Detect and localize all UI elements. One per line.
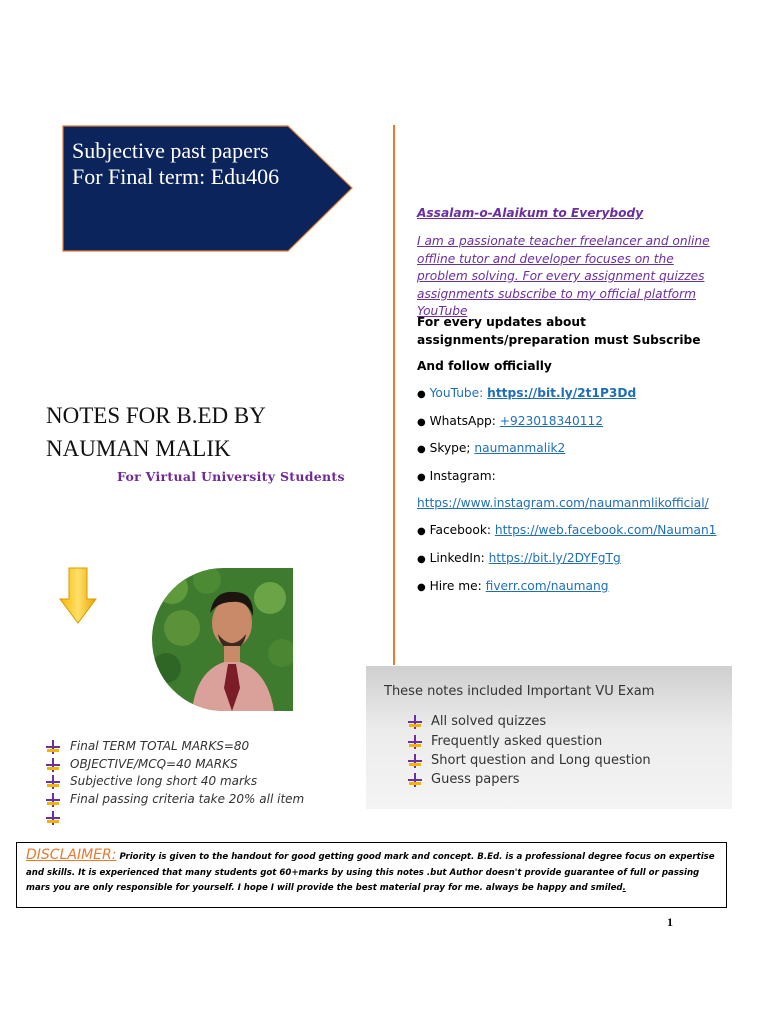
list-item-text: Subjective long short 40 marks: [70, 774, 258, 788]
contact-label: YouTube:: [429, 386, 484, 400]
contact-skype: ● Skype; naumanmalik2: [417, 441, 566, 455]
cross-arrow-bullet-icon: [46, 758, 60, 772]
page-number: 1: [667, 915, 673, 929]
cross-arrow-bullet-icon: [408, 773, 422, 787]
contact-label: WhatsApp:: [429, 414, 496, 428]
disclaimer-end: .: [622, 883, 626, 893]
list-item-text: Final TERM TOTAL MARKS=80: [70, 739, 250, 753]
vu-box-title: These notes included Important VU Exam: [384, 684, 655, 699]
notes-title-line-2: NAUMAN MALIK: [46, 436, 231, 461]
list-item-text: Frequently asked question: [431, 734, 603, 749]
youtube-link[interactable]: https://bit.ly/2t1P3Dd: [487, 386, 637, 400]
updates-text: For every updates about assignments/preparation must Subscribe: [417, 315, 701, 347]
contact-fiverr: ● Hire me: fiverr.com/naumang: [417, 579, 609, 593]
contact-label: Facebook:: [429, 523, 491, 537]
notes-title-line-1: NOTES FOR B.ED BY: [46, 403, 266, 428]
linkedin-link[interactable]: https://bit.ly/2DYFgTg: [488, 551, 621, 565]
intro-paragraph: I am a passionate teacher freelancer and online offline tutor and developer focuses on the problem solving. For every assignment quizzes assignments subscribe to my official platform YouTube: [417, 234, 710, 318]
fiverr-link[interactable]: fiverr.com/naumang: [485, 579, 609, 593]
list-item-text: Final passing criteria take 20% all item: [70, 792, 305, 806]
skype-link[interactable]: naumanmalik2: [474, 441, 566, 455]
title-banner: [62, 125, 354, 252]
disclaimer-label: DISCLAIMER:: [26, 847, 117, 863]
greeting-title: Assalam-o-Alaikum to Everybody: [417, 206, 644, 220]
cross-arrow-bullet-icon: [46, 811, 60, 825]
contact-facebook: ● Facebook: https://web.facebook.com/Nauman1: [417, 523, 717, 537]
vertical-divider: [393, 125, 395, 665]
disclaimer-text: Priority is given to the handout for good getting good mark and concept. B.Ed. is a professional degree focus on expertise and skills. It is experienced that many students got 60+marks by using this notes .but Author doesn't provide guarantee of full or passing mars you are only responsible for yourself. I hope I will provide the best material pray for me. always be happy and smiled: [26, 852, 715, 893]
list-item-text: All solved quizzes: [431, 714, 547, 729]
vu-exam-box: [366, 666, 732, 809]
cross-arrow-bullet-icon: [46, 793, 60, 807]
cross-arrow-bullet-icon: [46, 775, 60, 789]
instagram-link-row: [417, 495, 737, 513]
cross-arrow-bullet-icon: [408, 754, 422, 768]
instagram-link[interactable]: https://www.instagram.com/naumanmlikofficial/: [417, 496, 709, 510]
contact-label: Instagram:: [429, 469, 496, 483]
author-photo: [152, 568, 293, 711]
list-item-text: OBJECTIVE/MCQ=40 MARKS: [70, 757, 238, 771]
cross-arrow-bullet-icon: [46, 740, 60, 754]
list-item-text: Guess papers: [431, 772, 520, 787]
contact-whatsapp: ● WhatsApp: +923018340112: [417, 414, 604, 428]
list-item-text: Short question and Long question: [431, 753, 651, 768]
contact-youtube: ● YouTube: https://bit.ly/2t1P3Dd: [417, 386, 637, 400]
contact-label: LinkedIn:: [429, 551, 485, 565]
facebook-link[interactable]: https://web.facebook.com/Nauman1: [494, 523, 717, 537]
contact-instagram: ● Instagram:: [417, 469, 496, 483]
down-arrow-icon: [59, 567, 97, 630]
disclaimer-box: [16, 842, 727, 908]
contact-label: Hire me:: [429, 579, 482, 593]
cross-arrow-bullet-icon: [408, 735, 422, 749]
banner-line-2: For Final term: Edu406: [72, 164, 280, 189]
whatsapp-link[interactable]: +923018340112: [499, 414, 604, 428]
banner-line-1: Subjective past papers: [72, 138, 269, 163]
follow-text: And follow officially: [417, 359, 552, 373]
cross-arrow-bullet-icon: [408, 715, 422, 729]
notes-subtitle: For Virtual University Students: [117, 469, 345, 484]
contact-label: Skype;: [429, 441, 471, 455]
contact-linkedin: ● LinkedIn: https://bit.ly/2DYFgTg: [417, 551, 621, 565]
